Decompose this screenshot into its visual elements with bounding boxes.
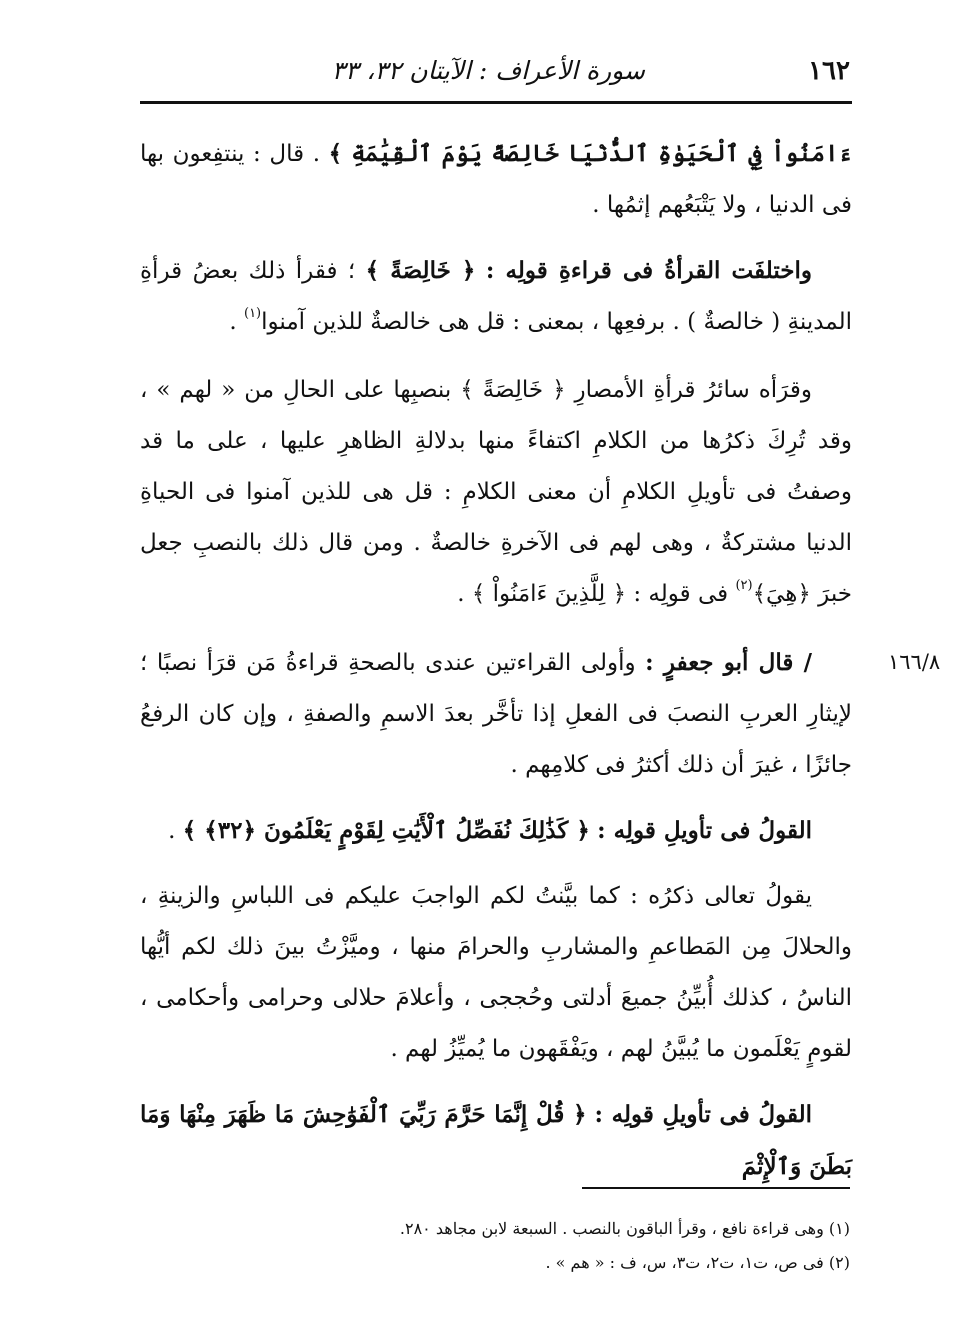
paragraph-3 — [140, 365, 852, 623]
paragraph-heading: / قال أبو جعفرٍ : — [645, 649, 813, 676]
paragraph-7 — [140, 1089, 852, 1193]
paragraph-heading: واختلفَت القرأةُ فى قراءةِ قولِه : — [485, 257, 813, 284]
paragraph-text: ؛ فقرأ ذلك بعضُ قرأةِ المدينةِ ( خالصةٌ ) . برفعِها ، بمعنى : قل هى خالصةٌ للذين آمنوا — [140, 258, 852, 335]
footnotes — [300, 1212, 850, 1280]
footnote-2: (٢) فى ص، ت١، ت٢، ت٣، س، ف : « هم » . — [545, 1253, 850, 1272]
quran-verse: ءَامَنُواْ فِي ٱلْحَيَوٰةِ ٱلدُّنْيَا خَالِصَةً يَوْمَ ٱلْقِيَٰمَةِ ﴾ — [328, 140, 852, 167]
paragraph-text: . — [168, 818, 176, 844]
footnote-reference: (٢) — [735, 578, 753, 593]
quran-verse: ﴿ قُلْ إِنَّمَا حَرَّمَ رَبِّيَ ٱلْفَوَٰحِشَ مَا ظَهَرَ مِنْهَا وَمَا بَطَنَ وَٱلْإِثْمَ — [140, 1101, 852, 1180]
paragraph-text: يقولُ تعالى ذكرُه : كما بيَّنتُ لكم الواجبَ عليكم فى اللباسِ والزينةِ ، والحلالَ مِن المَطاعمِ والمشاربِ والحرامَ منها ، وميَّزْتُ بينَ ذلك لكم أيُّها الناسُ ، كذلك أُبيِّنُ جميعَ أدلتى وحُججى ، وأعلامَ حلالى وحرامى وأحكامى ، لقومٍ يَعْلَمون ما يُبيَّنُ لهم ، ويَفْقَهون ما يُميِّزُ لهم . — [140, 883, 852, 1062]
paragraph-heading: القولُ فى تأويلِ قولِه : — [597, 817, 812, 844]
margin-page-reference: ١٦٦/٨ — [888, 650, 941, 674]
paragraph-text: وقرَأه سائرُ قرأةِ الأمصارِ ﴿ خَالِصَةً ﴾ بنصبِها على الحالِ من « لهم » ، وقد تُرِكَ ذكرُها من الكلامِ اكتفاءً منها بدلالةِ الظاهرِ عليها ، على ما قد وصفتُ فى تأويلِ الكلامِ أن معنى الكلامِ : قل هى للذين آمنوا فى الحياةِ الدنيا مشتركةٌ ، وهى لهم فى الآخرةِ خالصةٌ . ومن قال ذلك بالنصبِ جعل خبرَ ﴿هِيَ﴾ — [140, 377, 852, 607]
paragraph-1 — [140, 128, 852, 231]
paragraph-tail: فى قولِه : ﴿ لِلَّذِينَ ءَامَنُواْ ﴾ . — [457, 581, 736, 607]
paragraph-4 — [140, 637, 852, 791]
paragraph-2 — [140, 245, 852, 351]
main-text — [140, 128, 852, 1207]
paragraph-heading: القولُ فى تأويلِ قولِه : — [594, 1101, 812, 1128]
paragraph-tail: . — [229, 309, 244, 335]
page-header — [140, 52, 850, 92]
header-rule — [140, 101, 852, 104]
footnote-1: (١) وهى قراءة نافع ، وقرأ الباقون بالنصب . السبعة لابن مجاهد ٢٨٠. — [399, 1219, 850, 1238]
footnote-reference: (١) — [243, 306, 262, 321]
running-title: سورة الأعراف : الآيتان ٣٢، ٣٣ — [331, 56, 645, 85]
paragraph-6 — [140, 871, 852, 1075]
quran-verse: ﴿ خَالِصَةً ﴾ — [365, 257, 476, 284]
paragraph-5 — [140, 805, 852, 857]
paragraph-text: . قال : ينتفِعون بها فى الدنيا ، ولا يَتْبَعُهم إثمُها . — [140, 141, 852, 218]
page-number: ١٦٢ — [808, 56, 850, 86]
quran-verse: ﴿ كَذَٰلِكَ نُفَصِّلُ ٱلْأَيَٰتِ لِقَوْمٍ يَعْلَمُونَ ﴿٣٢﴾ ﴾ — [182, 817, 590, 844]
footnote-rule — [582, 1187, 850, 1189]
paragraph-text: وأولى القراءتين عندى بالصحةِ قراءةُ مَن قرَأ نصبًا ؛ لإيثارِ العربِ النصبَ فى الفعلِ إذا تأخَّر بعدَ الاسمِ والصفةِ ، وإن كان الرفعُ جائزًا ، غيرَ أن ذلك أكثرُ فى كلامِهم . — [140, 650, 852, 778]
